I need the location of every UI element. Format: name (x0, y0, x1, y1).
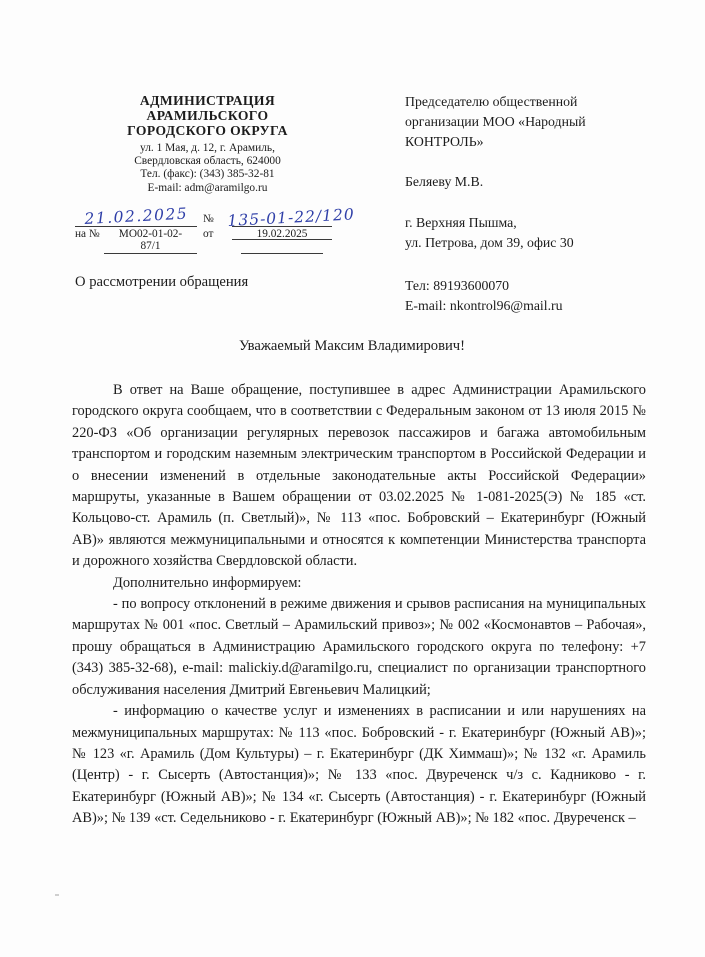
org-email-line: E-mail: adm@aramilgo.ru (147, 181, 268, 194)
outgoing-number-handwritten: 135-01-22/120 (227, 205, 356, 230)
empty-underline-field (241, 240, 323, 254)
org-phone-line: Тел. (факс): (343) 385-32-81 (140, 168, 275, 181)
sender-letterhead (75, 93, 340, 195)
addressee-phone: Тел: 89193600070 (405, 277, 510, 293)
letter-body (72, 380, 646, 830)
addressee-title-line-3: КОНТРОЛЬ» (405, 133, 484, 149)
org-name-line-1: АДМИНИСТРАЦИЯ (139, 93, 276, 108)
scan-artifact (55, 894, 59, 896)
outgoing-date-field (75, 202, 197, 227)
addressee-email: E-mail: nkontrol96@mail.ru (405, 297, 563, 313)
org-region-line: Свердловская область, 624000 (134, 155, 281, 168)
reply-to-label: на № (75, 228, 100, 240)
org-name-line-3: ГОРОДСКОГО ОКРУГА (127, 123, 288, 138)
addressee-name: Беляеву М.В. (405, 174, 484, 190)
addressee-block (405, 92, 680, 315)
salutation: Уважаемый Максим Владимирович! (238, 338, 466, 354)
reference-block (75, 202, 356, 254)
incoming-number-line-1: МО02-01-02- (118, 228, 183, 240)
addressee-city: г. Верхняя Пышма, (405, 215, 517, 231)
outgoing-number-field (227, 202, 356, 230)
addressee-street: ул. Петрова, дом 39, офис 30 (405, 234, 574, 250)
addressee-title-line-1: Председателю общественной (405, 94, 578, 109)
body-paragraph-4: - информацию о качестве услуг и изменениях в расписании и или нарушениях на межмуниципальных маршрутах: № 113 «пос. Бобровский - г. Екатеринбург (Южный АВ)»; № 123 «г. Арамиль (Дом Культуры) – г. Екатеринбург (ДК Химмаш)»; № 132 «г. Арамиль (Центр) - г. Сысерть (Автостанция)»; № 133 «пос. Двуреченск ч/з с. Кадниково - г. Екатеринбург (Южный АВ)»; № 134 «г. Сысерть (Автостанция) - г. Екатеринбург (Южный АВ)»; № 139 «ст. Седельниково - г. Екатеринбург (Южный АВ)»; № 182 «пос. Двуреченск – (72, 703, 646, 827)
body-paragraph-3: - по вопросу отклонений в режиме движения и срывов расписания на муниципальных маршрутах № 001 «пос. Светлый – Арамильский привоз»; № 002 «Космонавтов – Рабочая», прошу обращаться в Администрацию Арамильского городского округа по телефону: +7 (343) 385-32-68), e-mail: malickiy.d@aramilgo.ru, специалист по организации транспортного обслуживания населения Дмитрий Евгеньевич Малицкий; (72, 596, 646, 698)
body-paragraph-1: В ответ на Ваше обращение, поступившее в адрес Администрации Арамильского городского округа сообщаем, что в соответствии с Федеральным законом от 13 июля 2015 № 220-ФЗ «Об организации регулярных перевозок пассажиров и багажа автомобильным транспортом и городским наземным электрическим транспортом в Российской Федерации и о внесении изменений в отдельные законодательные акты Российской Федерации» маршруты, указанные в Вашем обращении от 03.02.2025 № 1-081-2025(Э) № 185 «ст. Кольцово-ст. Арамиль (п. Светлый)», № 113 «пос. Бобровский – Екатеринбург (Южный АВ)» являются межмуниципальными и относятся к компетенции Министерства транспорта и дорожного хозяйства Свердловской области. (72, 382, 646, 570)
incoming-date: 19.02.2025 (232, 227, 332, 240)
outgoing-date-handwritten: 21.02.2025 (84, 204, 189, 228)
subject-line: О рассмотрении обращения (75, 274, 249, 290)
number-label: № (203, 213, 214, 225)
org-name-line-2: АРАМИЛЬСКОГО (146, 108, 269, 123)
org-address (75, 142, 340, 195)
addressee-title-line-2: организации МОО «Народный (405, 113, 586, 129)
org-street-line: ул. 1 Мая, д. 12, г. Арамиль, (140, 142, 275, 154)
incoming-number-line-2: 87/1 (104, 240, 197, 254)
from-label: от (203, 228, 214, 240)
body-paragraph-2: Дополнительно информируем: (113, 574, 302, 591)
